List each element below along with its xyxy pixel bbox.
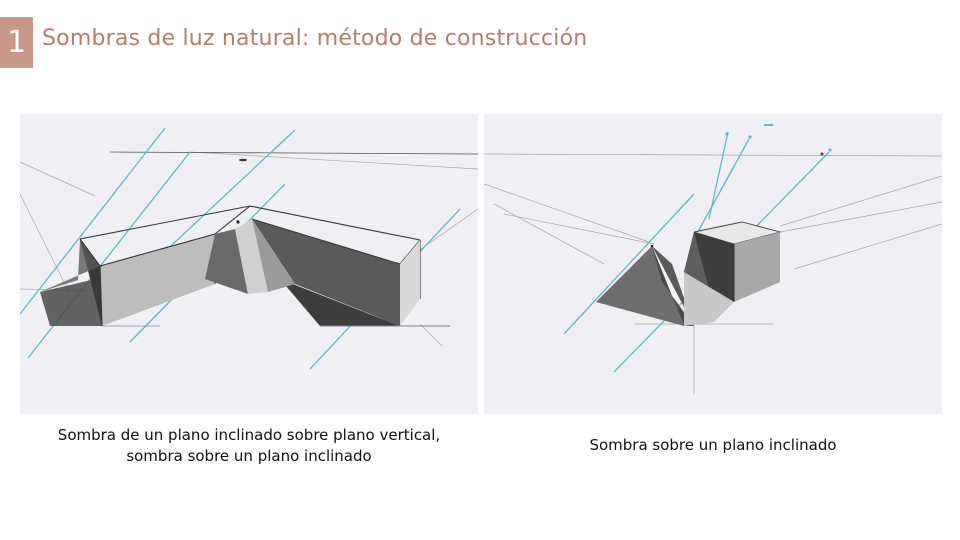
caption-left-line-2: sombra sobre un plano inclinado: [126, 447, 372, 465]
slide-title: Sombras de luz natural: método de construcción: [42, 26, 588, 51]
sketch-shadow-on-inclined-plane: [484, 114, 942, 414]
slide-number-badge: 1: [0, 17, 33, 68]
caption-left: [20, 425, 478, 467]
caption-right-line-1: Sombra sobre un plano inclinado: [589, 436, 837, 454]
caption-left-line-1: Sombra de un plano inclinado sobre plano vertical,: [57, 426, 441, 444]
sketch-inclined-plane-on-vertical-plane: [20, 114, 478, 414]
caption-right: [484, 435, 942, 456]
